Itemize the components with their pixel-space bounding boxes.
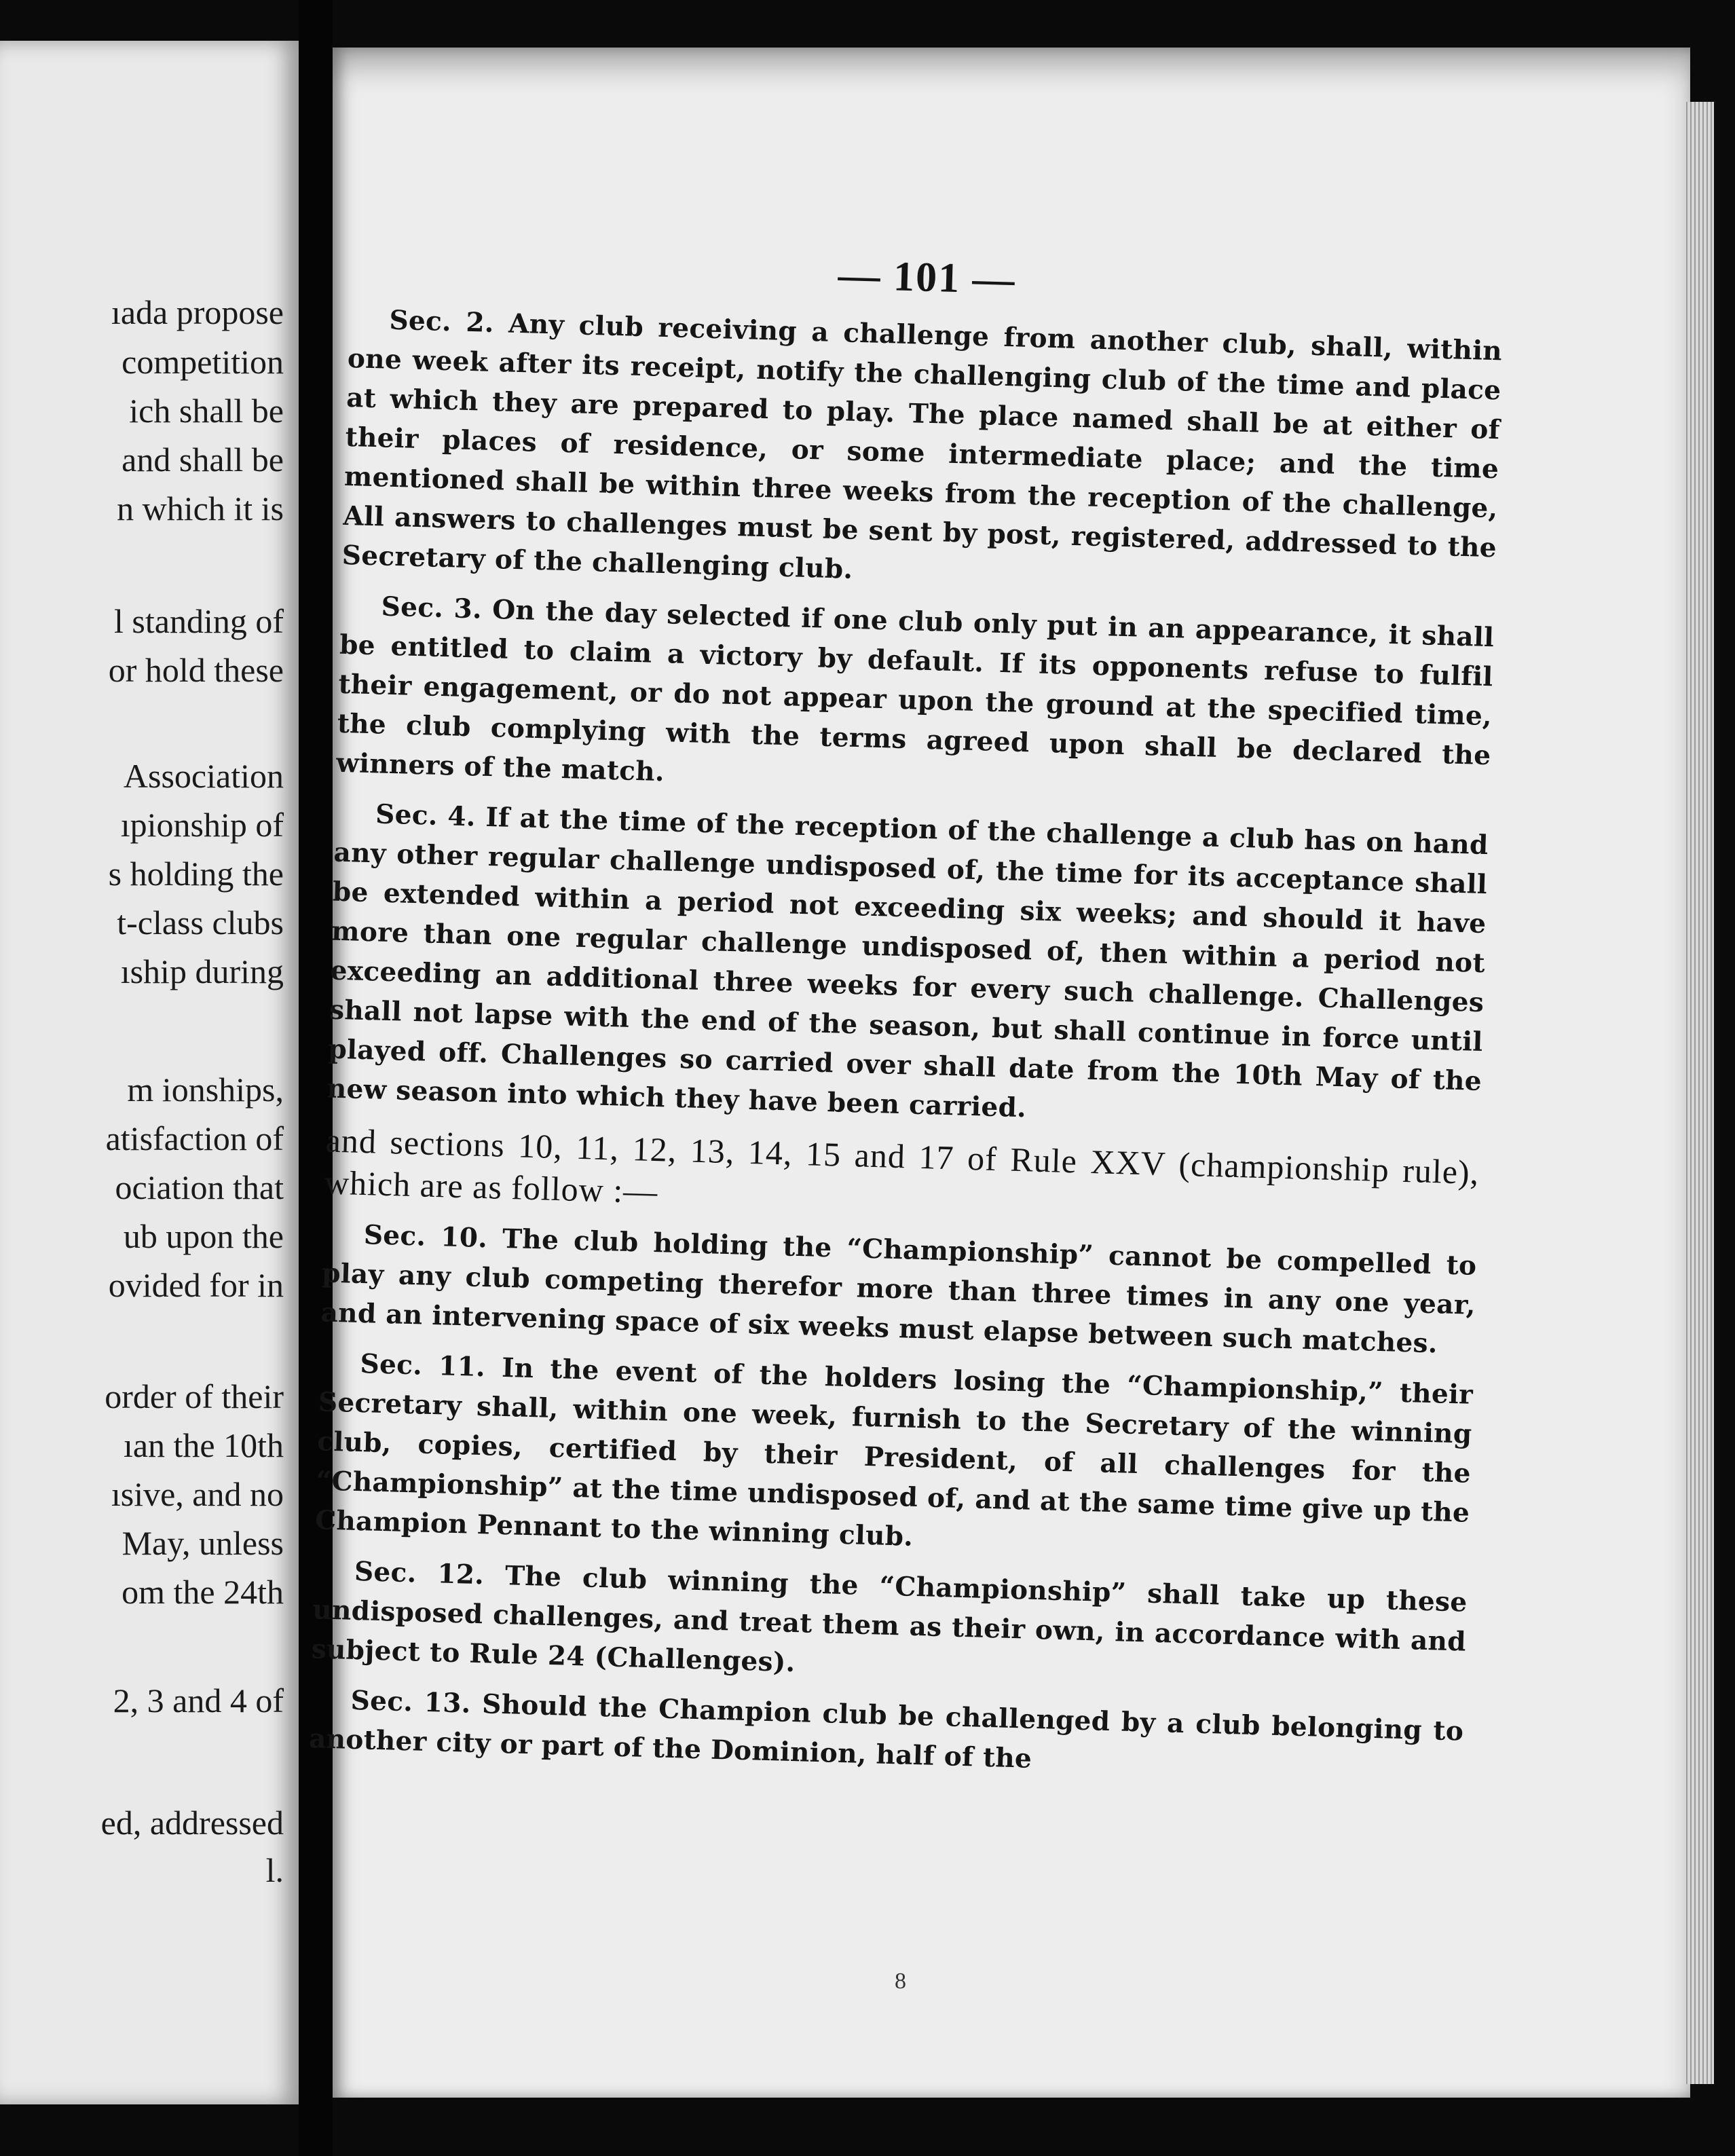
left-page-line: ich shall be (129, 392, 284, 430)
left-page-line: Association (123, 757, 284, 795)
section-paragraph: Sec. 2. Any club receiving a challenge from another club, shall, within one week after its receipt, notify the challenging club of the time and place at which they are prepared to play. The place named shall be at either of their places of residence, or some intermediate place; and the time mentioned shall be within three weeks from the reception of the challenge, All answers to challenges must be sent by post, registered, addressed to the Secretary of the challenging club. (341, 304, 1503, 585)
left-page-line: ub upon the (123, 1217, 284, 1255)
folio-signature: 8 (895, 1969, 906, 1994)
section-paragraph: Sec. 11. In the event of the holders losing the “Championship,” their Secretary shall, within one week, furnish to the Secretary of the winning club, copies, certified by their President, of all challenges for the “Championship” at the time undisposed of, and at the same time give up the Champion Pennant to the winning club. (314, 1348, 1474, 1553)
left-page-line: order of their (105, 1377, 284, 1415)
left-page-line: n which it is (117, 489, 284, 527)
left-page-line: l. (265, 1851, 284, 1889)
left-page-line: ıan the 10th (123, 1426, 284, 1464)
left-page-line: t-class clubs (117, 904, 284, 942)
left-page-line: ısive, and no (111, 1475, 284, 1513)
section-paragraph: Sec. 10. The club holding the “Championship” cannot be compelled to play any club competing therefor more than three times in any one year, and an intervening space of six weeks must elapse between such matches. (320, 1219, 1477, 1360)
left-page-line: 2, 3 and 4 of (113, 1681, 284, 1720)
left-page-line: ıpionship of (120, 806, 284, 844)
section-paragraph: Sec. 3. On the day selected if one club only put in an appearance, it shall be entitled to claim a victory by default. If its opponents refuse to fulfil their engagement, or do not appear upon the ground at the specified time, the club complying with the terms agreed upon shall be declared the winners of the match. (335, 591, 1495, 788)
left-page-line: ıada propose (111, 293, 284, 331)
left-page (0, 41, 299, 2104)
page-number: — 101 — (837, 252, 1017, 303)
left-page-line: competition (122, 343, 284, 381)
section-paragraph: Sec. 12. The club winning the “Championship” shall take up these undisposed challenges, and treat them as their own, in accordance with and subject to Rule 24 (Challenges). (311, 1555, 1468, 1679)
left-page-line: ıship during (120, 952, 284, 990)
left-page-line: atisfaction of (105, 1119, 284, 1157)
left-page-line: May, unless (122, 1524, 284, 1562)
left-page-line: ed, addressed (100, 1804, 284, 1842)
section-paragraph: Sec. 4. If at the time of the reception of the challenge a club has on hand any other regular challenge undisposed of, the time for its acceptance shall be extended within a period not exceeding six weeks; and should it have more than one regular challenge undisposed of, then within a period not exceeding an additional three weeks for every such challenge. Challenges shall not lapse with the end of the season, but shall continue in force until played off. Challenges so carried over shall date from the 10th May of the new season into which they have been carried. (327, 798, 1489, 1124)
left-page-line: l standing of (114, 602, 284, 640)
left-page-line: ovided for in (108, 1266, 284, 1304)
section-paragraph: Sec. 13. Should the Champion club be challenged by a club belonging to another city or part of the Dominion, half of the (308, 1684, 1464, 1774)
page-edges (1683, 102, 1714, 2084)
left-page-line: om the 24th (122, 1573, 284, 1611)
left-page-line: s holding the (108, 855, 284, 893)
intro-paragraph: and sections 10, 11, 12, 13, 14, 15 and 17 of Rule XXV (championship rule), which are as follow :— (324, 1121, 1480, 1211)
right-page-text (308, 252, 1503, 1802)
left-page-line: m ionships, (127, 1071, 284, 1109)
left-page-line: and shall be (122, 441, 284, 479)
left-page-line: or hold these (108, 651, 284, 689)
left-page-line: ociation that (115, 1168, 284, 1206)
